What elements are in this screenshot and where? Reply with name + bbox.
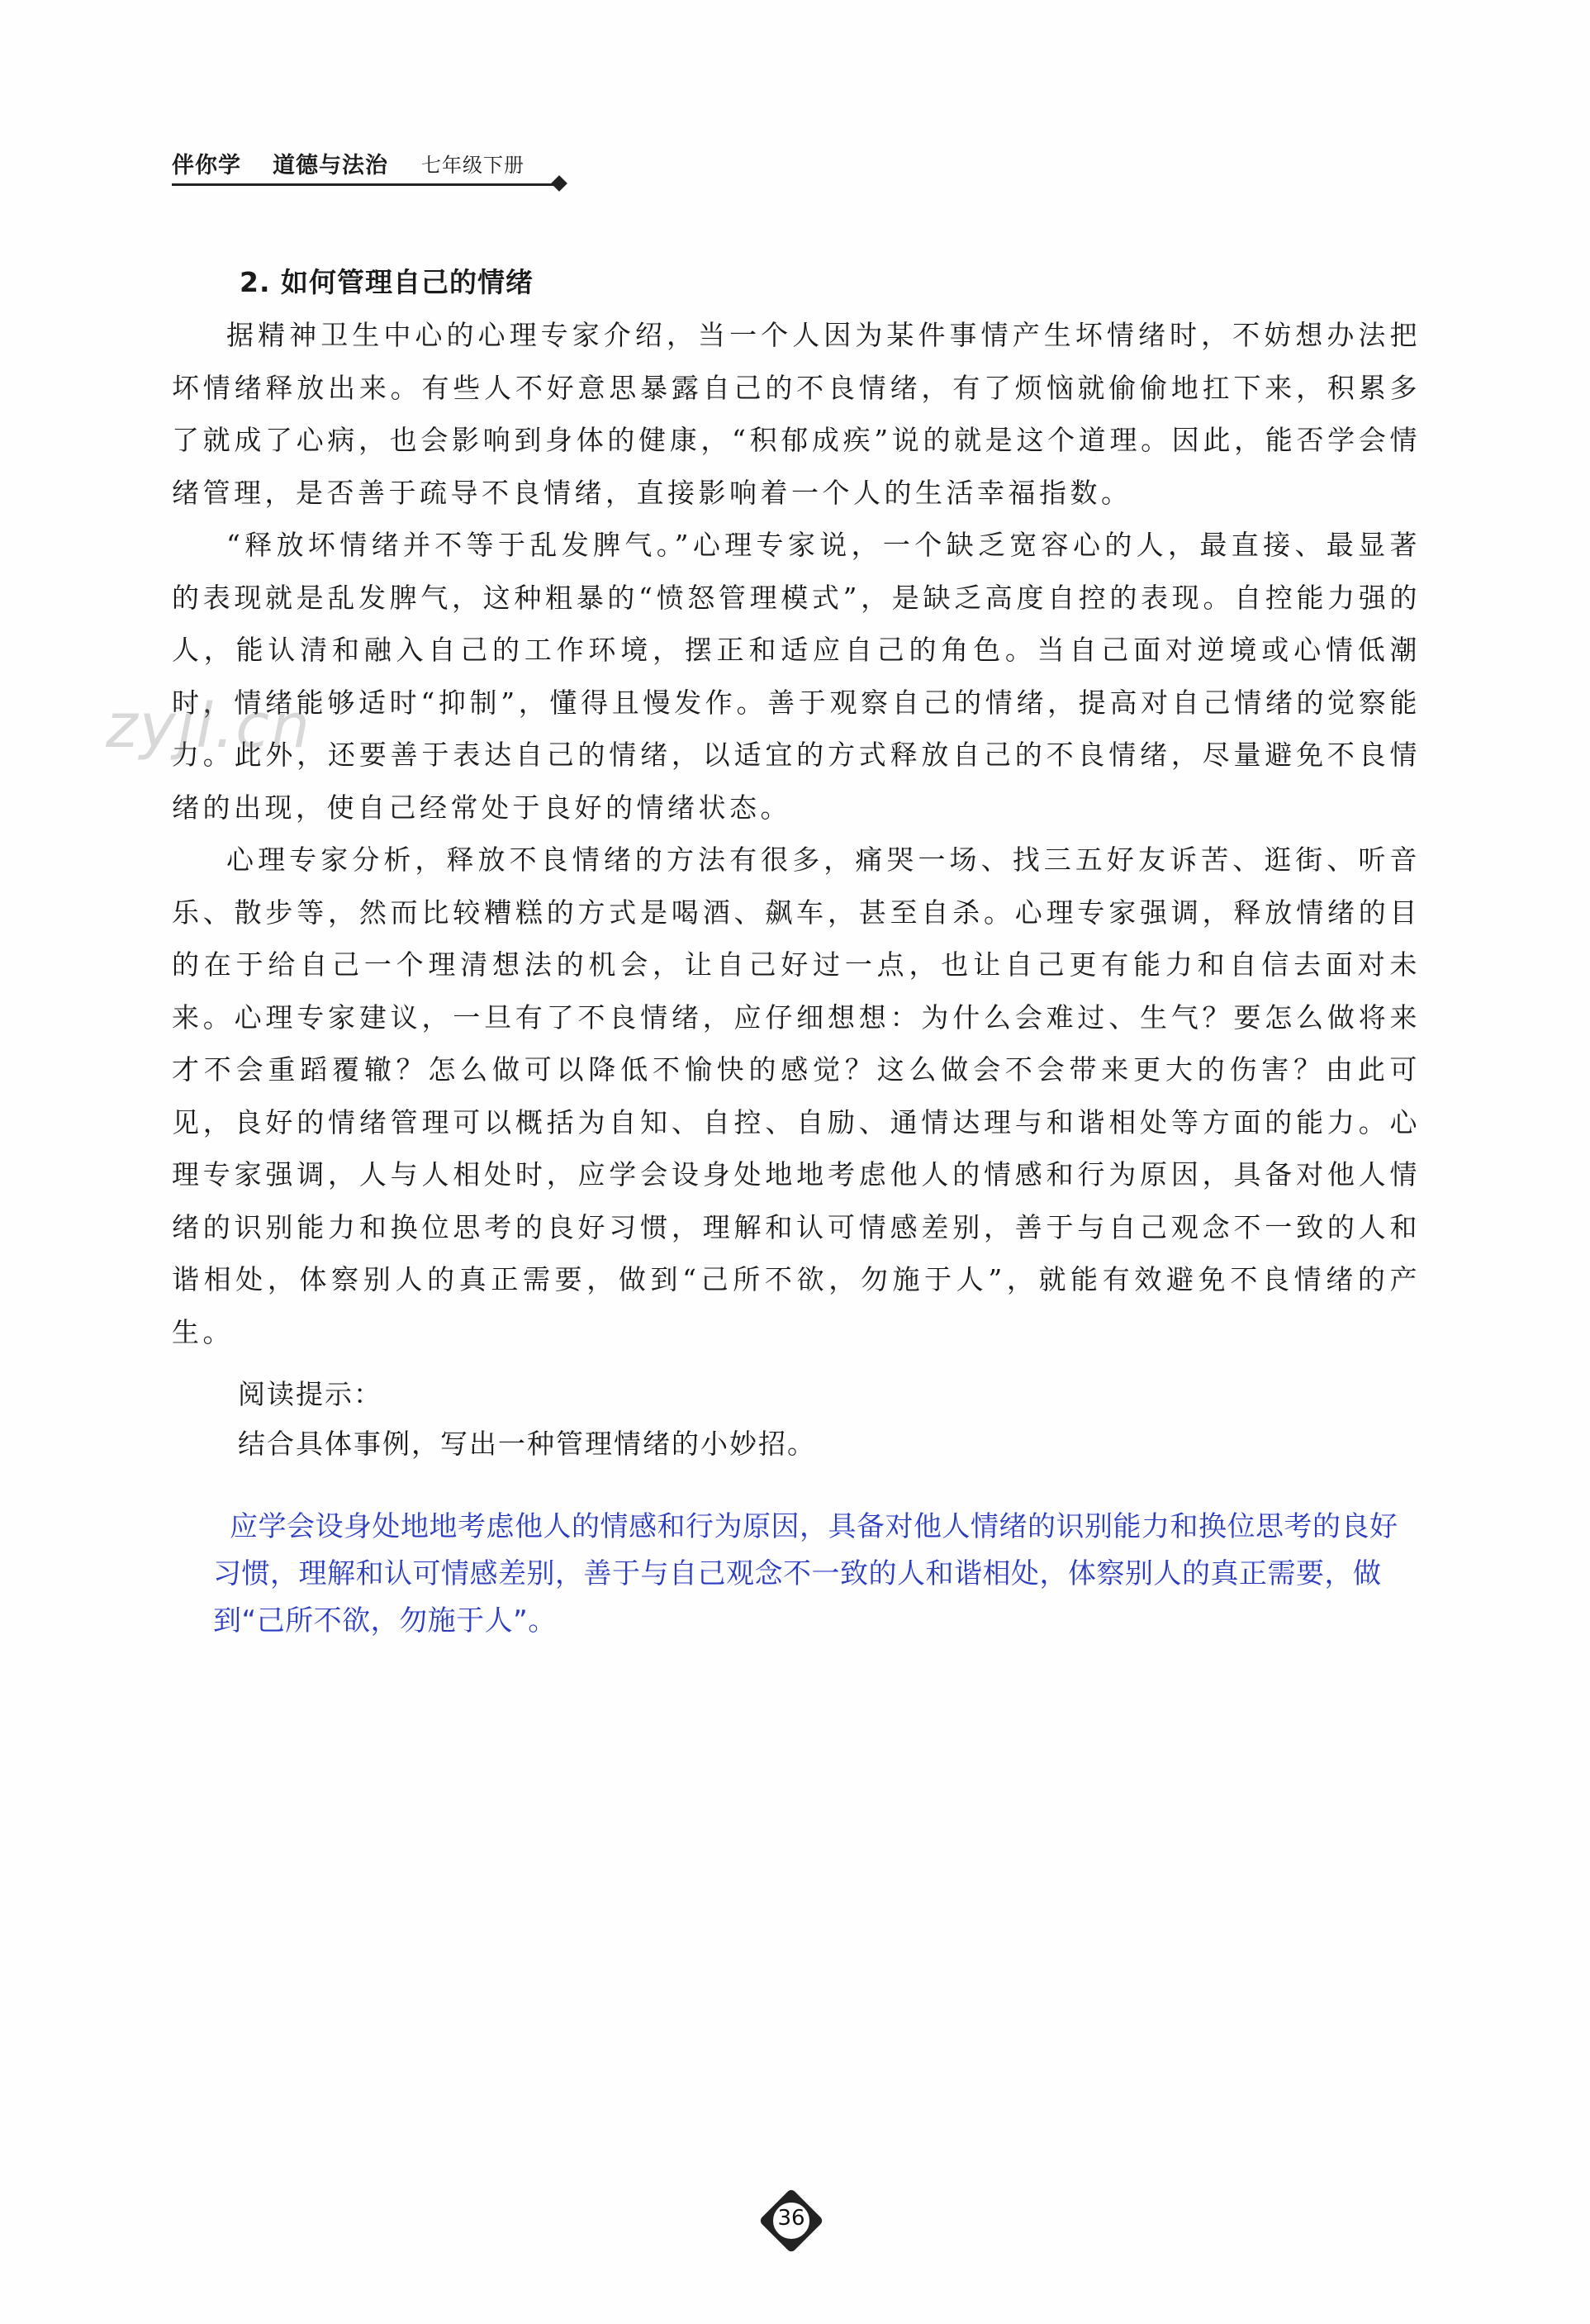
page-number: 36 [777,2206,805,2231]
page-number-badge [760,2189,823,2252]
article-body [172,309,1421,1358]
answer-text: 应学会设身处地地考虑他人的情感和行为原因，具备对他人情绪的识别能力和换位思考的良好习惯，理解和认可情感差别，善于与自己观念不一致的人和谐相处，体察别人的真正需要，做到“己所不欲，勿施于人”。 [213,1510,1398,1637]
reading-prompt-label: 阅读提示： [238,1378,382,1410]
watermark: zyjl.cn [106,691,311,762]
subject-name: 道德与法治 [273,153,388,178]
grade-label: 七年级下册 [421,154,524,177]
page-header [172,147,568,193]
diamond-icon [551,175,567,192]
paragraph-3: 心理专家分析，释放不良情绪的方法有很多，痛哭一场、找三五好友诉苦、逛街、听音乐、散步等，然而比较糟糕的方式是喝酒、飙车，甚至自杀。心理专家强调，释放情绪的目的在于给自己一个理清想法的机会，让自己好过一点，也让自己更有能力和自信去面对未来。心理专家建议，一旦有了不良情绪，应仔细想想：为什么会难过、生气？要怎么做将来才不会重蹈覆辙？怎么做可以降低不愉快的感觉？这么做会不会带来更大的伤害？由此可见，良好的情绪管理可以概括为自知、自控、自励、通情达理与和谐相处等方面的能力。心理专家强调，人与人相处时，应学会设身处地地考虑他人的情感和行为原因，具备对他人情绪的识别能力和换位思考的良好习惯，理解和认可情感差别，善于与自己观念不一致的人和谐相处，体察别人的真正需要，做到“己所不欲，勿施于人”，就能有效避免不良情绪的产生。 [172,844,1421,1348]
paragraph-2: “释放坏情绪并不等于乱发脾气。”心理专家说，一个缺乏宽容心的人，最直接、最显著的表现就是乱发脾气，这种粗暴的“愤怒管理模式”，是缺乏高度自控的表现。自控能力强的人，能认清和融入自己的工作环境，摆正和适应自己的角色。当自己面对逆境或心情低潮时，情绪能够适时“抑制”，懂得且慢发作。善于观察自己的情绪，提高对自己情绪的觉察能力。此外，还要善于表达自己的情绪，以适宜的方式释放自己的不良情绪，尽量避免不良情绪的出现，使自己经常处于良好的情绪状态。 [172,529,1421,824]
series-name: 伴你学 [172,153,241,178]
handwritten-answer [213,1504,1411,1645]
header-rule [172,183,558,186]
paragraph-1: 据精神卫生中心的心理专家介绍，当一个人因为某件事情产生坏情绪时，不妨想办法把坏情绪释放出来。有些人不好意思暴露自己的不良情绪，有了烦恼就偷偷地扛下来，积累多了就成了心病，也会影响到身体的健康，“积郁成疾”说的就是这个道理。因此，能否学会情绪管理，是否善于疏导不良情绪，直接影响着一个人的生活幸福指数。 [172,319,1421,509]
section-title: 2. 如何管理自己的情绪 [240,266,534,298]
reading-prompt-question: 结合具体事例，写出一种管理情绪的小妙招。 [238,1428,816,1460]
